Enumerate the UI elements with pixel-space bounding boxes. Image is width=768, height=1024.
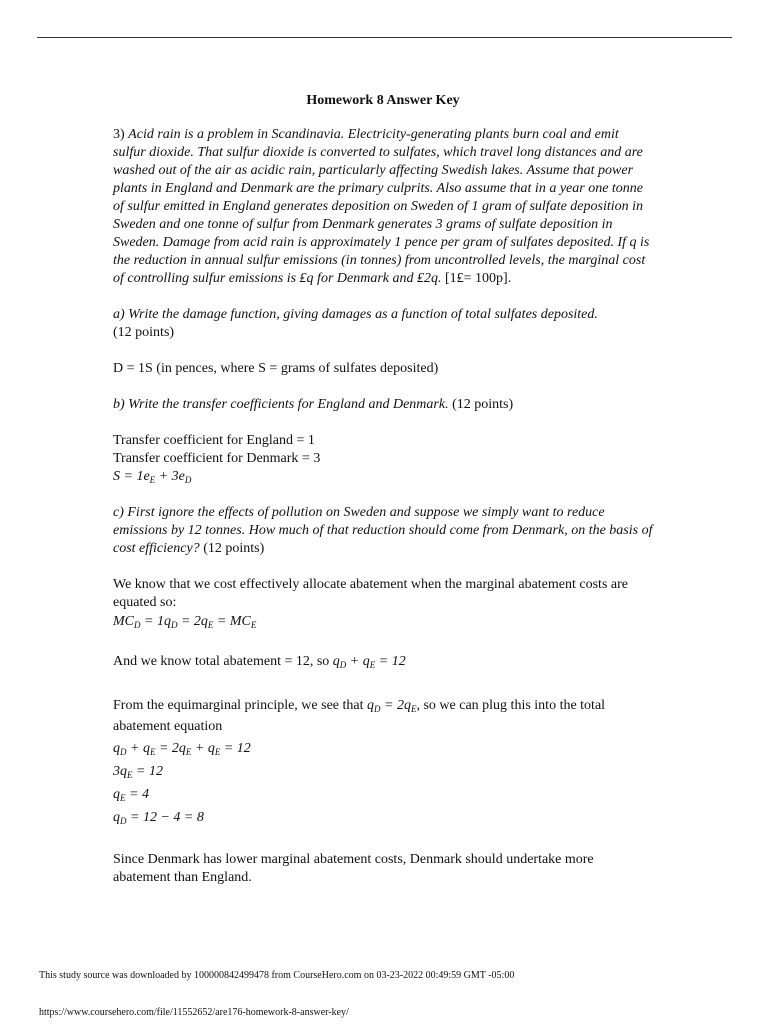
eq-sub: E: [127, 770, 133, 780]
eq-part: = MC: [213, 614, 251, 629]
question-3-note: [1₤= 100p].: [441, 271, 512, 286]
source-url[interactable]: https://www.coursehero.com/file/11552652/are176-homework-8-answer-key/: [39, 1007, 349, 1018]
answer-c-step-4: [113, 806, 653, 829]
eq-part: = 12: [220, 741, 251, 756]
eq-sub: D: [120, 816, 127, 826]
equi-text: From the equimarginal principle, we see that: [113, 698, 368, 713]
eq-part: + 3e: [155, 469, 185, 484]
question-b-points: (12 points): [448, 397, 514, 412]
answer-c-equation-1: [113, 613, 653, 631]
eq-sub: E: [185, 747, 192, 757]
eq-part: q: [113, 810, 120, 825]
eq-sub: E: [369, 660, 376, 670]
eq-part: = 12 − 4 = 8: [126, 810, 204, 825]
total-equation: [333, 654, 406, 669]
eq-sub: E: [410, 704, 417, 714]
question-a-text: a) Write the damage function, giving damages as a function of total sulfates deposited.: [113, 307, 598, 322]
eq-part: q: [367, 698, 375, 713]
answer-c-intro: We know that we cost effectively allocate abatement when the marginal abatement costs are equated so:: [113, 577, 628, 610]
equi-text: , so we can plug this into the total abatement equation: [113, 698, 606, 734]
question-c-points: (12 points): [199, 541, 265, 556]
eq-sub: D: [374, 704, 381, 714]
eq-part: q: [113, 741, 120, 756]
total-text: And we know total abatement = 12, so: [113, 654, 333, 669]
answer-c-step-3: [113, 783, 653, 806]
eq-part: = 2q: [177, 614, 208, 629]
question-3: [113, 126, 653, 288]
eq-part: = 12: [375, 654, 406, 669]
question-a-points: (12 points): [113, 325, 175, 340]
eq-part: = 1q: [140, 614, 171, 629]
question-a: [113, 306, 653, 342]
eq-sub: D: [339, 660, 347, 670]
eq-sub: E: [214, 747, 221, 757]
eq-sub: D: [170, 620, 178, 630]
top-rule: [37, 37, 732, 38]
answer-b-line1: Transfer coefficient for England = 1: [113, 433, 315, 448]
answer-c-conclusion: Since Denmark has lower marginal abatement costs, Denmark should undertake more abatement than England.: [113, 852, 594, 885]
eq-part: + q: [346, 654, 370, 669]
question-c-text: c) First ignore the effects of pollution on Sweden and suppose we simply want to reduce emissions by 12 tonnes. How much of that reduction should come from Denmark, on the basis of cost efficiency?: [113, 505, 653, 556]
eq-sub: E: [149, 747, 156, 757]
answer-c-step-1: [113, 737, 653, 760]
equi-equation: [367, 698, 416, 713]
eq-part: = 12: [132, 764, 163, 779]
eq-part: = 2q: [155, 741, 186, 756]
answer-b-line2: Transfer coefficient for Denmark = 3: [113, 451, 321, 466]
eq-part: q: [113, 787, 120, 802]
eq-part: S = 1e: [113, 469, 150, 484]
answer-a: D = 1S (in pences, where S = grams of sulfates deposited): [113, 361, 439, 376]
eq-sub: E: [149, 475, 156, 485]
question-b: [113, 396, 653, 414]
eq-sub: E: [250, 620, 257, 630]
document-body: [113, 92, 653, 887]
eq-sub: D: [120, 747, 127, 757]
eq-sub: E: [120, 793, 126, 803]
answer-c-total: [113, 653, 653, 671]
page-title: Homework 8 Answer Key: [306, 93, 460, 108]
question-c: [113, 504, 653, 558]
answer-c-equimarginal: [113, 695, 653, 737]
eq-part: + q: [191, 741, 215, 756]
question-b-text: b) Write the transfer coefficients for England and Denmark.: [113, 397, 449, 412]
eq-sub: D: [134, 620, 141, 630]
download-notice: This study source was downloaded by 100000842499478 from CourseHero.com on 03-23-2022 00:49:59 GMT -05:00: [39, 970, 515, 981]
eq-part: MC: [113, 614, 134, 629]
eq-sub: E: [207, 620, 214, 630]
question-3-text: Acid rain is a problem in Scandinavia. Electricity-generating plants burn coal and emit sulfur dioxide. That sulfur dioxide is converted to sulfates, which travel long distances and are washed out of the air as acidic rain, particularly affecting Swedish lakes. Assume that power plants in England and Denmark are the primary culprits. Also assume that in a year one tonne of sulfur emitted in England generates deposition on Sweden of 1 gram of sulfate deposition in Sweden and one tonne of sulfur from Denmark generates 3 grams of sulfate deposition in Sweden. Damage from acid rain is approximately 1 pence per gram of sulfates deposited. If q is the reduction in annual sulfur emissions (in tonnes) from uncontrolled levels, the marginal cost of controlling sulfur emissions is ₤q for Denmark and ₤2q.: [113, 127, 650, 286]
eq-part: q: [332, 654, 340, 669]
answer-c-step-2: [113, 760, 653, 783]
answer-b-equation: [113, 468, 653, 486]
eq-part: + q: [126, 741, 150, 756]
question-3-label: 3): [113, 127, 125, 142]
eq-part: 3q: [113, 764, 127, 779]
eq-sub: D: [184, 475, 192, 485]
eq-part: = 4: [125, 787, 149, 802]
eq-part: = 2q: [380, 698, 411, 713]
